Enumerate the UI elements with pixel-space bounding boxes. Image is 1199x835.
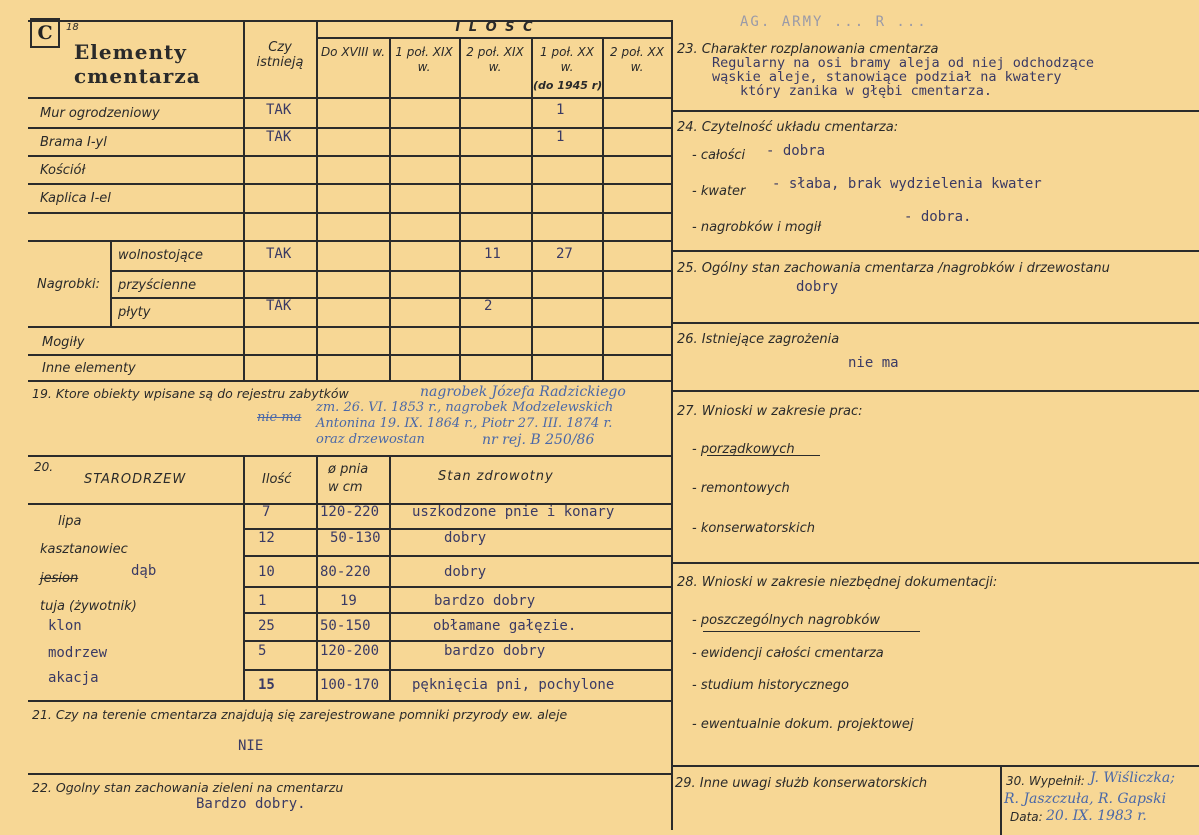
- q23-faint-stamp: AG. ARMY ... R ...: [740, 14, 928, 30]
- rule: [28, 455, 672, 457]
- rule: [672, 765, 1199, 767]
- q19-handwriting-2: zm. 26. VI. 1853 r., nagrobek Modzelewskich: [316, 400, 614, 415]
- tree-state: obłamane gałęzie.: [433, 618, 577, 634]
- q26-label: 26. Istniejące zagrożenia: [677, 332, 840, 347]
- tree-count: 12: [258, 530, 275, 546]
- tree-state: dobry: [444, 530, 487, 546]
- q30-date-label: Data:: [1010, 810, 1043, 824]
- q28-ewidencji: - ewidencji całości cmentarza: [692, 646, 884, 661]
- q19-handwriting-3: Antonina 19. IX. 1864 r., Piotr 27. III. 1874 r.: [316, 416, 613, 431]
- row-label-kaplica: Kaplica I-el: [40, 191, 111, 206]
- q23-line-3: który zanika w głębi cmentarza.: [740, 83, 992, 99]
- q23-line-1: Regularny na osi bramy aleja od niej odchodzące: [712, 55, 1095, 71]
- q19-registry-number: nr rej. B 250/86: [482, 432, 595, 448]
- rule: [110, 297, 672, 299]
- rule: [28, 183, 672, 185]
- tree-name: akacja: [48, 670, 99, 686]
- tree-count: 15: [258, 677, 275, 693]
- header-1-xx: 1 poł. XX w.: [540, 45, 594, 74]
- rule: [316, 20, 318, 380]
- tree-state: bardzo dobry: [434, 593, 536, 609]
- title-line1: Elementy: [74, 40, 187, 64]
- q24-nagrobkow: - nagrobków i mogił: [692, 220, 822, 235]
- tree-name-alt: dąb: [131, 563, 157, 579]
- q23-line-2: wąskie aleje, stanowiące podział na kwatery: [712, 69, 1062, 85]
- rule: [243, 586, 672, 588]
- rule: [110, 240, 112, 326]
- row-label-brama: Brama I-yl: [40, 135, 107, 150]
- tree-count: 1: [258, 593, 267, 609]
- tree-diameter: 120-220: [320, 504, 380, 520]
- rule: [28, 354, 672, 356]
- header-1-xx-note: (do 1945 r): [533, 79, 603, 92]
- rule: [459, 37, 461, 380]
- rule: [28, 97, 672, 99]
- q24-calosci: - całości: [692, 148, 746, 163]
- q24-kwater-value: - słaba, brak wydzielenia kwater: [772, 176, 1042, 192]
- q19-struck: nie ma: [257, 410, 302, 425]
- tree-count: 25: [258, 618, 275, 634]
- header-1-xix: 1 poł. XIX w.: [395, 45, 453, 74]
- column-divider: [671, 20, 673, 830]
- rule: [28, 212, 672, 214]
- rule: [243, 640, 672, 642]
- q27-remontowych: - remontowych: [692, 481, 790, 496]
- tree-state: bardzo dobry: [444, 643, 546, 659]
- q22-label: 22. Ogolny stan zachowania zieleni na cmentarzu: [32, 780, 344, 795]
- q21-label: 21. Czy na terenie cmentarza znajdują się zarejestrowane pomniki przyrody ew. aleje: [32, 707, 568, 722]
- rule: [389, 37, 391, 380]
- mur-exists: TAK: [266, 102, 292, 118]
- q30-names-1: J. Wiśliczka;: [1090, 770, 1175, 786]
- q26-answer: nie ma: [848, 355, 899, 371]
- rule: [243, 669, 672, 671]
- row-label-mogily: Mogiły: [42, 335, 85, 350]
- q24-nagrobkow-value: - dobra.: [904, 209, 972, 225]
- title-line2: cmentarza: [74, 64, 201, 88]
- rule: [389, 455, 391, 700]
- q28-studium: - studium historycznego: [692, 678, 849, 693]
- tree-name: kasztanowiec: [40, 542, 128, 557]
- q20-header-ilosc: Ilość: [262, 472, 292, 487]
- rule: [28, 773, 672, 775]
- q20-number: 20.: [34, 460, 54, 474]
- wolno-exists: TAK: [266, 246, 292, 262]
- rule: [243, 455, 245, 700]
- tree-count: 5: [258, 643, 267, 659]
- brama-exists: TAK: [266, 129, 292, 145]
- header-ilosc: I L O S C: [455, 20, 535, 35]
- rule: [243, 555, 672, 557]
- tree-count: 7: [262, 504, 271, 520]
- header-do-xviii: Do XVIII w.: [320, 45, 386, 59]
- q22-answer: Bardzo dobry.: [196, 796, 306, 812]
- q24-label: 24. Czytelność układu cmentarza:: [677, 120, 899, 135]
- tree-diameter: 80-220: [320, 564, 371, 580]
- tree-name: modrzew: [48, 645, 108, 661]
- row-label-nagrobki: Nagrobki:: [37, 277, 101, 292]
- rule: [243, 20, 245, 380]
- q20-header-stan: Stan zdrowotny: [438, 469, 554, 484]
- row-label-wolnostojace: wolnostojące: [118, 248, 203, 263]
- header-2-xix: 2 poł. XIX w.: [466, 45, 524, 74]
- rule: [243, 612, 672, 614]
- tree-name: klon: [48, 618, 82, 634]
- rule: [28, 700, 672, 702]
- rule: [28, 380, 672, 382]
- q27-konserwatorskich: - konserwatorskich: [692, 521, 815, 536]
- q29-label: 29. Inne uwagi służb konserwatorskich: [675, 776, 928, 791]
- mur-1xx: 1: [556, 102, 565, 118]
- rule: [672, 390, 1199, 392]
- q27-porzadkowych: - porządkowych: [692, 442, 795, 457]
- rule: [28, 155, 672, 157]
- rule: [602, 37, 604, 380]
- wolno-2xix: 11: [484, 246, 501, 262]
- rule: [672, 562, 1199, 564]
- q30-date: 20. IX. 1983 r.: [1046, 808, 1147, 824]
- q20-header-starodrzew: STARODRZEW: [84, 472, 187, 487]
- rule: [316, 37, 672, 39]
- tree-diameter: 19: [340, 593, 357, 609]
- tree-diameter: 50-150: [320, 618, 371, 634]
- rule: [672, 110, 1199, 112]
- brama-1xx: 1: [556, 129, 565, 145]
- q19-label: 19. Ktore obiekty wpisane są do rejestru zabytków: [32, 386, 349, 401]
- rule: [672, 250, 1199, 252]
- q25-answer: dobry: [796, 279, 839, 295]
- tree-diameter: 100-170: [320, 677, 380, 693]
- q19-handwriting-1: nagrobek Józefa Radzickiego: [420, 384, 626, 400]
- q20-header-pnia-2: w cm: [328, 480, 363, 495]
- row-label-mur: Mur ogrodzeniowy: [40, 106, 160, 121]
- q28-projektowej: - ewentualnie dokum. projektowej: [692, 717, 914, 732]
- section-number: 18: [66, 22, 79, 33]
- q28-label: 28. Wnioski w zakresie niezbędnej dokumentacji:: [677, 575, 998, 590]
- rule: [28, 326, 672, 328]
- rule: [1000, 765, 1002, 835]
- header-czy-istnieja: Czy istnieją: [256, 40, 304, 70]
- q21-answer: NIE: [238, 738, 264, 754]
- row-label-kosciol: Kościół: [40, 163, 86, 178]
- row-label-inne: Inne elementy: [42, 361, 136, 376]
- plyty-exists: TAK: [266, 298, 292, 314]
- tree-state: pęknięcia pni, pochylone: [412, 677, 615, 693]
- wolno-1xx: 27: [556, 246, 573, 262]
- tree-name: lipa: [58, 514, 82, 529]
- rule: [316, 455, 318, 700]
- section-letter-box: C: [30, 18, 60, 48]
- rule: [672, 322, 1199, 324]
- tree-name: tuja (żywotnik): [40, 599, 137, 614]
- q28-nagrobkow: - poszczególnych nagrobków: [692, 613, 880, 628]
- q20-header-pnia-1: ø pnia: [328, 462, 369, 477]
- rule: [110, 270, 672, 272]
- q30-label: 30. Wypełnił:: [1006, 774, 1085, 788]
- underline: [703, 631, 920, 632]
- tree-state: dobry: [444, 564, 487, 580]
- q30-names-2: R. Jaszczuła, R. Gapski: [1004, 791, 1167, 807]
- q24-kwater: - kwater: [692, 184, 746, 199]
- rule: [28, 127, 672, 129]
- q23-label: 23. Charakter rozplanowania cmentarza: [677, 42, 939, 57]
- tree-count: 10: [258, 564, 275, 580]
- tree-diameter: 50-130: [330, 530, 381, 546]
- plyty-2xix: 2: [484, 298, 493, 314]
- tree-state: uszkodzone pnie i konary: [412, 504, 615, 520]
- q24-calosci-value: - dobra: [766, 143, 826, 159]
- header-2-xx: 2 poł. XX w.: [610, 45, 664, 74]
- tree-name-struck: jesion: [40, 571, 79, 586]
- row-label-przyscienne: przyścienne: [118, 278, 197, 293]
- tree-diameter: 120-200: [320, 643, 380, 659]
- q19-handwriting-4: oraz drzewostan: [316, 432, 425, 447]
- row-label-plyty: płyty: [118, 305, 151, 320]
- q27-label: 27. Wnioski w zakresie prac:: [677, 404, 863, 419]
- rule: [28, 240, 672, 242]
- q25-label: 25. Ogólny stan zachowania cmentarza /nagrobków i drzewostanu: [677, 261, 1110, 276]
